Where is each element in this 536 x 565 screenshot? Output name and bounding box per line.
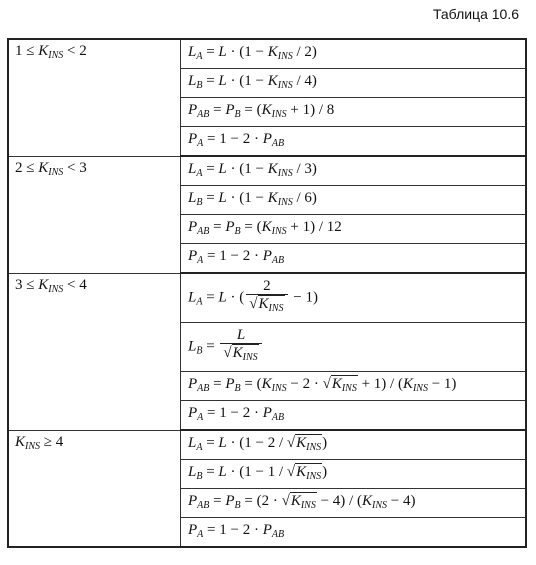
formula-cell: $L_B = L \cdot (1 - 1 / √K_{INS})$ bbox=[181, 460, 527, 489]
formula-cell: $L_B = L \cdot (1 - K_{INS} / 6)$ bbox=[181, 186, 527, 215]
formula-cell: $P_{AB} = P_B = (K_{INS} - 2 \cdot √K_{INS} + 1) / (K_{INS} - 1)$ bbox=[181, 372, 527, 401]
formula-cell: $P_A = 1 - 2 \cdot P_{AB}$ bbox=[181, 127, 527, 157]
formula-cell: $P_{AB} = P_B = (K_{INS} + 1) / 8$ bbox=[181, 98, 527, 127]
formula-cell: $P_A = 1 - 2 \cdot P_{AB}$ bbox=[181, 401, 527, 431]
formula-cell: $L_A = L \cdot (1 - K_{INS} / 2)$ bbox=[181, 39, 527, 69]
formula-cell: $L_A = L \cdot (1 - K_{INS} / 3)$ bbox=[181, 156, 527, 186]
table-caption: Таблица 10.6 bbox=[432, 6, 519, 22]
formula-cell: $L_A = L \cdot (1 - 2 / √K_{INS})$ bbox=[181, 430, 527, 460]
formula-cell: $P_A = 1 - 2 \cdot P_{AB}$ bbox=[181, 244, 527, 274]
formula-cell: $L_B = L \cdot (1 - K_{INS} / 4)$ bbox=[181, 69, 527, 98]
condition-cell: $3 \le K_{INS} < 4$ bbox=[8, 273, 181, 430]
formula-cell: $P_{AB} = P_B = (2 \cdot √K_{INS} - 4) / (K_{INS} - 4)$ bbox=[181, 489, 527, 518]
formula-cell: $L_A = L$ · ( $\frac{2}{√K_{INS}}$ − 1) bbox=[181, 273, 527, 323]
condition-cell: $1 \le K_{INS} < 2$ bbox=[8, 39, 181, 156]
formula-cell: $P_A = 1 - 2 \cdot P_{AB}$ bbox=[181, 518, 527, 548]
condition-cell: $2 \le K_{INS} < 3$ bbox=[8, 156, 181, 273]
condition-cell: $K_{INS} \ge 4$ bbox=[8, 430, 181, 547]
formula-cell: $L_B$ = $\frac{L}{√K_{INS}}$ bbox=[181, 323, 527, 372]
formula-table bbox=[7, 38, 527, 548]
formula-cell: $P_{AB} = P_B = (K_{INS} + 1) / 12$ bbox=[181, 215, 527, 244]
